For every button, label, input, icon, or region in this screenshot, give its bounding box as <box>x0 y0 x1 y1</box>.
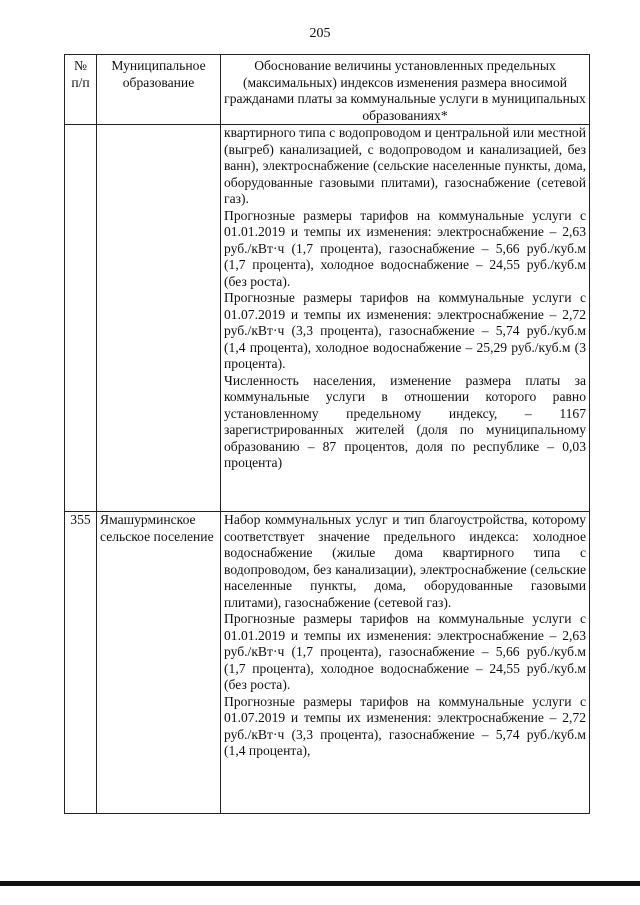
row-justification <box>221 512 590 814</box>
row-municipality <box>97 125 221 512</box>
row-num: 355 <box>65 512 97 814</box>
paragraph: Прогнозные размеры тарифов на коммунальные услуги с 01.07.2019 и темпы их изменения: электроснабжение – 2,72 руб./кВт·ч (3,3 процента), газоснабжение – 5,74 руб./куб.м (1,4 процента), холодное водоснабжение – 25,29 руб./куб.м (3 процента). <box>224 290 586 371</box>
tariff-justification-table <box>64 54 590 814</box>
table-row <box>65 512 590 814</box>
row-num <box>65 125 97 512</box>
row-municipality: Ямашурминское сельское поселение <box>97 512 221 814</box>
header-municipality: Муниципальное образование <box>97 55 221 125</box>
table-header-row <box>65 55 590 125</box>
paragraph: квартирного типа с водопроводом и центральной или местной (выгреб) канализацией, с водопроводом и канализацией, без ванн), электроснабжение (сельские населенные пункты, дома, оборудованные газовыми плитами), газоснабжение (сетевой газ). <box>224 125 586 206</box>
header-justification: Обоснование величины установленных предельных (максимальных) индексов изменения размера вносимой гражданами платы за коммунальные услуги в муниципальных образованиях* <box>221 55 590 125</box>
paragraph: Прогнозные размеры тарифов на коммунальные услуги с 01.01.2019 и темпы их изменения: электроснабжение – 2,63 руб./кВт·ч (1,7 процента), газоснабжение – 5,66 руб./куб.м (1,7 процента), холодное водоснабжение – 24,55 руб./куб.м (без роста). <box>224 611 586 692</box>
paragraph: Прогнозные размеры тарифов на коммунальные услуги с 01.07.2019 и темпы их изменения: электроснабжение – 2,72 руб./кВт·ч (3,3 процента), газоснабжение – 5,74 руб./куб.м (1,4 процента), <box>224 693 586 758</box>
row-justification <box>221 125 590 512</box>
paragraph: Прогнозные размеры тарифов на коммунальные услуги с 01.01.2019 и темпы их изменения: электроснабжение – 2,63 руб./кВт·ч (1,7 процента), газоснабжение – 5,66 руб./куб.м (1,7 процента), холодное водоснабжение – 24,55 руб./куб.м (без роста). <box>224 207 586 289</box>
page-number: 205 <box>309 26 331 41</box>
header-num: № п/п <box>65 55 97 125</box>
table-row <box>65 125 590 512</box>
scan-bottom-edge <box>0 881 640 886</box>
paragraph: Численность населения, изменение размера платы за коммунальные услуги в отношении которого равно установленному предельному индексу, – 1167 зарегистрированных жителей (доля по муниципальному образованию – 87 процентов, доля по республике – 0,03 процента) <box>224 372 586 470</box>
paragraph: Набор коммунальных услуг и тип благоустройства, которому соответствует значение предельного индекса: холодное водоснабжение (жилые дома квартирного типа с водопроводом, без канализации), электроснабжение (сельские населенные пункты, дома, оборудованные газовыми плитами), газоснабжение (сетевой газ). <box>224 512 586 610</box>
